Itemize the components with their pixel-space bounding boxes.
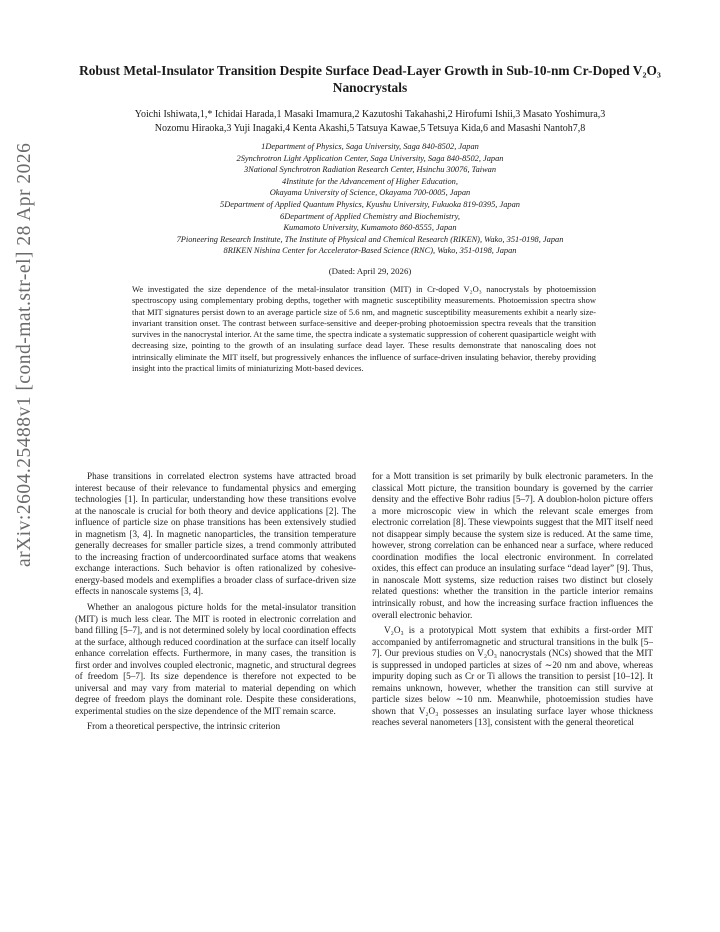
- affiliation-line: 7Pioneering Research Institute, The Institute of Physical and Chemical Research (RIKEN), Wako, 351-0198, Japan: [176, 234, 564, 244]
- body-paragraph: From a theoretical perspective, the intrinsic criterion: [87, 721, 281, 732]
- body-column-left: [75, 471, 356, 733]
- affiliation-line: 2Synchrotron Light Application Center, Saga University, Saga 840-8502, Japan: [236, 153, 504, 163]
- arxiv-sidebar-stamp: arXiv:2604.25488v1 [cond-mat.str-el] 28 Apr 2026: [14, 142, 35, 567]
- author-line: Nozomu Hiraoka,3 Yuji Inagaki,4 Kenta Akashi,5 Tatsuya Kawae,5 Tetsuya Kida,6 and Masashi Nantoh7,8: [154, 123, 586, 134]
- affiliation-line: 6Department of Applied Chemistry and Biochemistry,: [280, 211, 460, 221]
- affiliation-line: Kumamoto University, Kumamoto 860-8555, Japan: [283, 223, 457, 233]
- author-line: Yoichi Ishiwata,1,* Ichidai Harada,1 Masaki Imamura,2 Kazutoshi Takahashi,2 Hirofumi Ishii,3 Masato Yoshimura,3: [134, 109, 606, 120]
- body-paragraph: V₂O₃ is a prototypical Mott system that exhibits a first-order MIT accompanied by antiferromagnetic and structural transitions in the bulk [5–7]. Our previous studies on V₂O₃ nanocrystals (NCs) showed that the MIT is suppressed in undoped particles at sizes of ∼20 nm and above, whereas impurity doping such as Cr or Ti allows the transition to persist [10–12]. It remains unknown, however, whether the transition can still survive at particle sizes below ∼10 nm. Meanwhile, photoemission studies have shown that V₂O₃ possesses an insulating surface layer whose thickness reaches several nanometers [13], consistent with the general theoretical: [372, 625, 653, 728]
- body-paragraph: for a Mott transition is set primarily by bulk electronic parameters. In the classical Mott picture, the transition boundary is governed by the carrier density and the effective Bohr radius [5–7]. A doublon-holon picture offers a more microscopic view in which the relevant scale emerges from electronic correlation [8]. These viewpoints suggest that the MIT itself need not disappear simply because the system size is reduced. At the same time, however, strong correlation can be enhanced near a surface, where reduced coordination modifies the local electronic environment. In correlated oxides, this effect can produce an insulating surface “dead layer” [9]. Thus, in nanoscale Mott systems, size reduction raises two distinct but closely related questions: whether the transition in the particle interior remains intrinsically robust, and how the increasing surface fraction influences the overall electronic behavior.: [372, 471, 653, 620]
- affiliation-line: 3National Synchrotron Radiation Research Center, Hsinchu 30076, Taiwan: [243, 165, 497, 175]
- dated-line: (Dated: April 29, 2026): [328, 266, 412, 276]
- body-paragraph: Phase transitions in correlated electron systems have attracted broad interest because of their relevance to fundamental physics and emerging technologies [1]. In particular, understanding how these transitions evolve at the nanoscale is crucial for both theory and device applications [2]. The influence of particle size on phase transitions has been extensively studied in magnetism [3, 4]. In magnetic nanoparticles, the transition temperature generally decreases for smaller particle sizes, a trend commonly attributed to the increasing fraction of undercoordinated surface atoms that weakens exchange interactions. Such behavior is often rationalized by cohesive-energy-based models and exemplifies a broader class of surface-driven size effects in nanoscale systems [3, 4].: [75, 471, 356, 597]
- affiliation-line: 4Institute for the Advancement of Higher Education,: [282, 176, 458, 186]
- affiliation-line: 8RIKEN Nishina Center for Accelerator-Based Science (RNC), Wako, 351-0198, Japan: [223, 246, 517, 256]
- body-column-right: [372, 471, 653, 729]
- affiliation-line: 1Department of Physics, Saga University, Saga 840-8502, Japan: [261, 142, 479, 151]
- author-list: [60, 108, 680, 136]
- affiliation-line: 5Department of Applied Quantum Physics, Kyushu University, Fukuoka 819-0395, Japan: [220, 199, 520, 209]
- affiliation-line: Okayama University of Science, Okayama 700-0005, Japan: [269, 188, 471, 198]
- body-paragraph: Whether an analogous picture holds for the metal-insulator transition (MIT) is much less clear. The MIT is rooted in electronic correlation and band filling [5–7], and is not determined solely by local coordination effects at the surface, although reduced coordination at the surface can itself locally enhance correlation effects. Furthermore, in many cases, the transition is first order and involves coupled electronic, magnetic, and structural degrees of freedom [5–7]. Its size dependence is therefore not expected to be universal and may vary from material to material depending on which degree of freedom plays the dominant role. Despite these considerations, experimental studies on the size dependence of the MIT remain scarce.: [75, 602, 356, 716]
- affiliation-list: [60, 141, 680, 257]
- abstract: We investigated the size dependence of the metal-insulator transition (MIT) in Cr-doped V₂O₃ nanocrystals by photoemission spectroscopy using complementary probing depths, together with magnetic susceptibility measurements. Photoemission spectra show that MIT signatures persist down to an average particle size of 5.6 nm, and magnetic susceptibility measurements exhibit a nearly size-invariant transition onset. The contrast between surface-sensitive and deeper-probing photoemission spectra reveals that the transition survives in the nanocrystal interior. At the same time, the spectra indicate a systematic suppression of coherent quasiparticle weight with decreasing size, pointing to the growth of an insulating surface dead layer. These results demonstrate that nanoscaling does not intrinsically eliminate the MIT itself, but progressively enhances the influence of surface-driven insulating behavior, thereby providing insight into the practical limits of miniaturizing Mott-based devices.: [132, 284, 596, 373]
- paper-title: Robust Metal-Insulator Transition Despite Surface Dead-Layer Growth in Sub-10-nm Cr-Doped V₂O₃ Nanocrystals: [79, 63, 661, 95]
